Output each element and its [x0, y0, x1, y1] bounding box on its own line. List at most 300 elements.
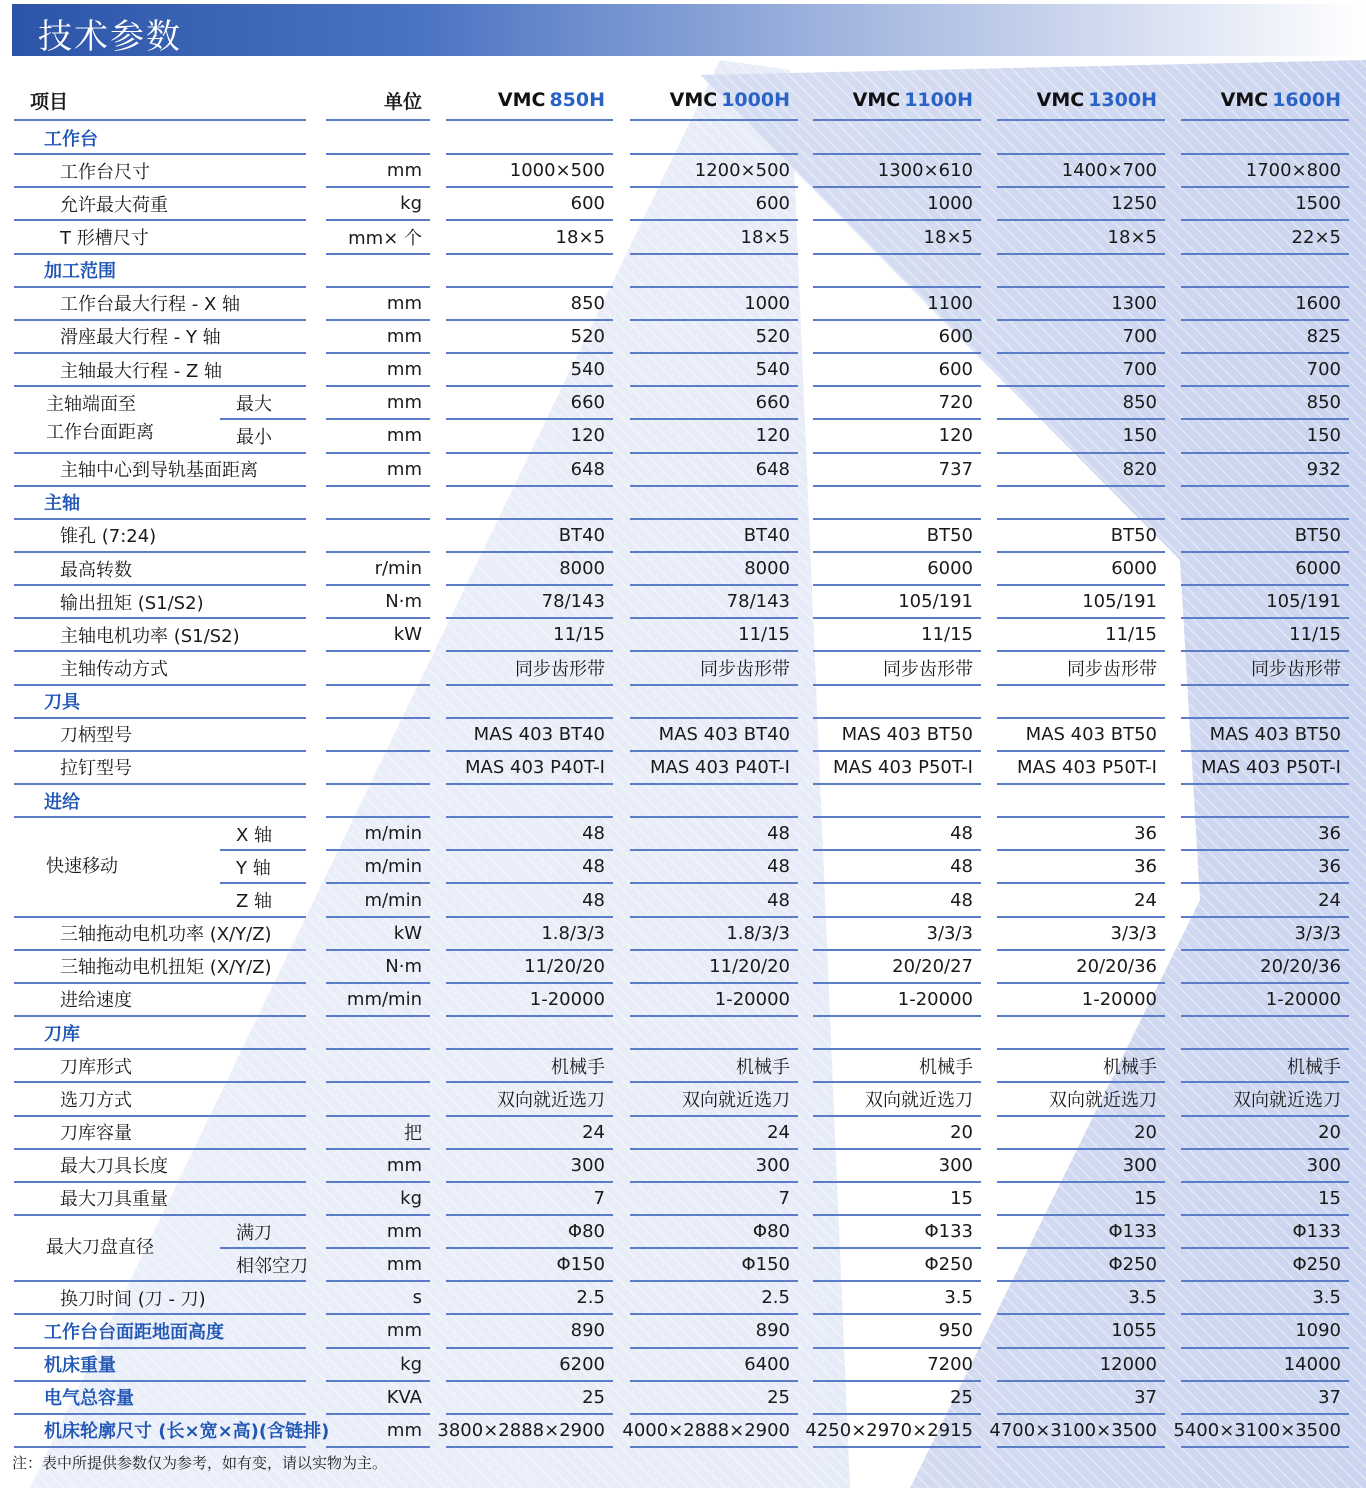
row-value: 7 [593, 1187, 605, 1209]
row-divider [326, 1446, 430, 1448]
table-row [0, 1215, 1366, 1248]
table-row [0, 154, 1366, 187]
row-label: 拉钉型号 [60, 758, 132, 780]
row-unit: r/min [374, 558, 422, 579]
row-unit: mm [386, 1221, 422, 1242]
row-value: 24 [582, 1121, 605, 1143]
row-unit: kg [400, 1187, 422, 1209]
row-label: 换刀时间 (刀 - 刀) [60, 1288, 206, 1310]
row-value: MAS 403 BT40 [658, 723, 790, 745]
row-value: 48 [582, 889, 605, 911]
table-row [0, 453, 1366, 486]
row-value: Φ250 [1108, 1254, 1157, 1276]
table-row [0, 287, 1366, 320]
row-label: 最大刀具长度 [60, 1156, 168, 1178]
row-value: 737 [938, 458, 973, 480]
row-value: 25 [950, 1386, 973, 1408]
row-sub-label: 满刀 [236, 1222, 272, 1244]
row-unit: s [412, 1287, 422, 1309]
row-value: 1-20000 [714, 988, 790, 1010]
row-value: 11/15 [1289, 624, 1341, 646]
row-value: 双向就近选刀 [497, 1089, 605, 1111]
row-value: 1300 [1111, 292, 1157, 314]
table-header [0, 80, 1366, 120]
section-title: 刀具 [44, 692, 80, 714]
row-value: 1055 [1111, 1320, 1157, 1342]
row-sub-label: 最大 [236, 393, 272, 415]
row-value: 15 [950, 1187, 973, 1209]
table-row [0, 220, 1366, 253]
row-value: Φ250 [924, 1254, 973, 1276]
row-value: 6400 [744, 1353, 790, 1375]
column-header-model [630, 80, 798, 120]
row-sub-label: Z 轴 [236, 891, 273, 912]
table-row [0, 187, 1366, 220]
row-value: 4250×2970×2915 [805, 1419, 973, 1441]
row-value: 25 [582, 1386, 605, 1408]
row-label: 输出扭矩 (S1/S2) [60, 592, 204, 614]
table-row [0, 353, 1366, 386]
model-prefix: VMC [1036, 89, 1085, 111]
row-value: 850 [1306, 392, 1341, 414]
row-value: 890 [570, 1320, 605, 1342]
row-label: 机床轮廓尺寸 (长×宽×高)(含链排) [44, 1421, 330, 1443]
row-value: MAS 403 BT50 [1209, 723, 1341, 745]
row-value: 18×5 [740, 226, 790, 248]
table-row [0, 817, 1366, 850]
section-row [0, 685, 1366, 718]
row-value: 36 [1134, 856, 1157, 878]
row-value: 300 [1306, 1154, 1341, 1176]
row-value: 22×5 [1291, 226, 1341, 248]
row-value: 双向就近选刀 [1233, 1089, 1341, 1111]
row-value: 150 [1122, 425, 1157, 447]
row-value: 20/20/36 [1260, 955, 1341, 977]
row-unit [326, 651, 430, 684]
row-unit: kg [400, 193, 422, 215]
row-label: 工作台尺寸 [60, 161, 150, 183]
row-value: 300 [570, 1154, 605, 1176]
table-row [0, 1149, 1366, 1182]
row-value: 机械手 [551, 1056, 605, 1078]
row-value: 48 [950, 889, 973, 911]
row-value: 890 [755, 1320, 790, 1342]
table-row [0, 983, 1366, 1016]
row-unit: mm× 个 [348, 228, 422, 249]
row-value: 520 [570, 325, 605, 347]
row-unit: mm/min [346, 988, 422, 1010]
row-value: 1400×700 [1061, 160, 1157, 182]
row-value: 同步齿形带 [700, 658, 790, 680]
row-value: 150 [1306, 425, 1341, 447]
row-value: 15 [1134, 1187, 1157, 1209]
row-value: 700 [1122, 359, 1157, 381]
row-value: 1-20000 [897, 988, 973, 1010]
row-value: 48 [582, 856, 605, 878]
row-value: 36 [1318, 823, 1341, 845]
row-value: 3/3/3 [1294, 922, 1341, 944]
row-value: 120 [755, 425, 790, 447]
row-unit: mm [386, 1320, 422, 1342]
row-value: 1-20000 [1265, 988, 1341, 1010]
row-value: 48 [582, 823, 605, 845]
row-label: 选刀方式 [60, 1089, 132, 1111]
row-label: 刀柄型号 [60, 725, 132, 747]
row-value: 36 [1318, 856, 1341, 878]
row-value: MAS 403 P40T-I [465, 756, 605, 778]
table-row [0, 651, 1366, 684]
row-value: 8000 [744, 558, 790, 579]
row-value: 48 [950, 856, 973, 878]
row-value: 机械手 [919, 1056, 973, 1078]
table-row [0, 386, 1366, 419]
row-unit: mm [386, 1419, 422, 1441]
column-header-model [997, 80, 1165, 120]
row-value: MAS 403 BT50 [1025, 723, 1157, 745]
group-label: 主轴端面至 工作台面距离 [46, 394, 154, 444]
table-row [0, 320, 1366, 353]
row-value: 机械手 [1103, 1056, 1157, 1078]
row-value: 2.5 [576, 1287, 605, 1309]
column-header-unit: 单位 [383, 90, 422, 113]
row-value: 1700×800 [1245, 160, 1341, 182]
row-value: 11/20/20 [524, 955, 605, 977]
table-row [0, 917, 1366, 950]
row-unit [326, 1049, 430, 1082]
row-unit [326, 718, 430, 751]
row-value: 300 [938, 1154, 973, 1176]
row-value: 机械手 [736, 1056, 790, 1078]
row-value: 双向就近选刀 [682, 1089, 790, 1111]
row-value: 6000 [1111, 558, 1157, 579]
row-value: 24 [767, 1121, 790, 1143]
row-label: T 形槽尺寸 [60, 228, 149, 249]
row-value: BT40 [558, 524, 605, 546]
table-row [0, 1116, 1366, 1149]
table-row [0, 950, 1366, 983]
row-unit [326, 519, 430, 552]
row-sub-label: 相邻空刀 [236, 1255, 308, 1277]
row-value: 1500 [1295, 193, 1341, 215]
section-title: 主轴 [44, 493, 80, 515]
row-value: 18×5 [1107, 226, 1157, 248]
row-value: BT50 [1110, 524, 1157, 546]
row-value: 720 [938, 392, 973, 414]
model-number: 850H [549, 89, 605, 111]
row-unit: kW [393, 922, 422, 944]
row-unit: mm [386, 292, 422, 314]
row-value: 18×5 [923, 226, 973, 248]
table-row [0, 1281, 1366, 1314]
row-unit: 把 [404, 1123, 422, 1145]
row-value: 7 [778, 1187, 790, 1209]
row-unit: mm [386, 458, 422, 480]
row-value: 600 [938, 359, 973, 381]
row-value: 120 [938, 425, 973, 447]
row-label: 最高转数 [60, 559, 132, 581]
section-row [0, 1016, 1366, 1049]
row-unit: mm [386, 392, 422, 414]
model-number: 1600H [1272, 89, 1341, 111]
row-label: 工作台最大行程 - X 轴 [60, 294, 240, 316]
row-value: 648 [755, 458, 790, 480]
table-row [0, 419, 1366, 452]
row-unit: mm [386, 1154, 422, 1176]
row-label: 主轴最大行程 - Z 轴 [60, 360, 222, 382]
row-unit: kg [400, 1353, 422, 1375]
row-value: 820 [1122, 458, 1157, 480]
model-number: 1300H [1088, 89, 1157, 111]
row-label: 进给速度 [60, 990, 132, 1012]
row-value: 1100 [927, 292, 973, 314]
row-divider [1181, 1446, 1349, 1448]
row-value: 300 [755, 1154, 790, 1176]
row-value: BT50 [926, 524, 973, 546]
table-row [0, 751, 1366, 784]
row-unit: kW [393, 624, 422, 646]
section-row [0, 121, 1366, 154]
row-value: 520 [755, 325, 790, 347]
row-value: 105/191 [1082, 591, 1157, 613]
footnote: 注：表中所提供参数仅为参考，如有变，请以实物为主。 [12, 1454, 388, 1472]
section-row [0, 784, 1366, 817]
section-row [0, 486, 1366, 519]
row-value: 48 [767, 823, 790, 845]
row-unit: mm [386, 359, 422, 381]
row-value: Φ133 [924, 1221, 973, 1242]
row-value: 36 [1134, 823, 1157, 845]
row-sub-label: X 轴 [236, 824, 273, 846]
row-unit: mm [386, 325, 422, 347]
row-value: 932 [1306, 458, 1341, 480]
row-value: 1-20000 [1081, 988, 1157, 1010]
row-value: 6000 [927, 558, 973, 579]
section-title: 进给 [44, 791, 80, 813]
row-unit [326, 1082, 430, 1115]
row-sub-label: Y 轴 [236, 857, 271, 879]
row-value: 20/20/27 [892, 955, 973, 977]
row-value: 1300×610 [877, 160, 973, 182]
row-value: 20/20/36 [1076, 955, 1157, 977]
row-value: 700 [1122, 325, 1157, 347]
row-value: 1090 [1295, 1320, 1341, 1342]
row-value: 20 [1134, 1121, 1157, 1143]
row-value: 540 [570, 359, 605, 381]
row-value: 2.5 [761, 1287, 790, 1309]
row-unit: mm [386, 160, 422, 182]
row-value: 850 [1122, 392, 1157, 414]
table-row [0, 585, 1366, 618]
row-value: 1600 [1295, 292, 1341, 314]
row-value: 600 [755, 193, 790, 215]
column-header-model [1181, 80, 1349, 120]
row-divider [997, 1446, 1165, 1448]
row-label: 电气总容量 [44, 1388, 134, 1410]
row-label: 最大刀具重量 [60, 1189, 168, 1211]
row-value: 105/191 [898, 591, 973, 613]
row-value: 双向就近选刀 [865, 1089, 973, 1111]
row-value: 6200 [559, 1353, 605, 1375]
row-value: MAS 403 P40T-I [650, 756, 790, 778]
row-value: 660 [755, 392, 790, 414]
row-value: 机械手 [1287, 1056, 1341, 1078]
group-label: 最大刀盘直径 [46, 1237, 154, 1259]
row-label: 滑座最大行程 - Y 轴 [60, 327, 221, 349]
column-header-model [446, 80, 613, 120]
row-value: 950 [938, 1320, 973, 1342]
row-label: 主轴传动方式 [60, 658, 168, 680]
column-header-model [813, 80, 981, 120]
row-value: Φ133 [1292, 1221, 1341, 1242]
row-value: 6000 [1295, 558, 1341, 579]
table-row [0, 1414, 1366, 1447]
row-value: 1-20000 [529, 988, 605, 1010]
row-sub-label: 最小 [236, 426, 272, 448]
row-value: 1.8/3/3 [726, 922, 790, 944]
row-value: 20 [950, 1121, 973, 1143]
table-row [0, 1248, 1366, 1281]
row-unit: m/min [364, 823, 422, 845]
row-label: 工作台台面距地面高度 [44, 1321, 224, 1343]
row-value: 660 [570, 392, 605, 414]
model-prefix: VMC [1220, 89, 1269, 111]
row-value: BT50 [1294, 524, 1341, 546]
row-value: 同步齿形带 [1251, 658, 1341, 680]
section-title: 工作台 [44, 128, 98, 150]
row-unit: N·m [385, 955, 422, 977]
model-prefix: VMC [852, 89, 901, 111]
row-value: 300 [1122, 1154, 1157, 1176]
row-unit: N·m [385, 591, 422, 613]
row-label: 三轴拖动电机功率 (X/Y/Z) [60, 924, 272, 946]
table-row [0, 883, 1366, 916]
row-value: 120 [570, 425, 605, 447]
row-value: MAS 403 BT50 [841, 723, 973, 745]
row-value: 1000 [744, 292, 790, 314]
row-value: 48 [950, 823, 973, 845]
table-row [0, 1082, 1366, 1115]
row-value: 18×5 [555, 226, 605, 248]
row-label: 刀库形式 [60, 1056, 132, 1078]
row-value: 48 [767, 889, 790, 911]
row-value: 3.5 [944, 1287, 973, 1309]
row-value: MAS 403 P50T-I [833, 756, 973, 778]
row-divider [446, 1446, 613, 1448]
model-prefix: VMC [669, 89, 718, 111]
table-row [0, 1049, 1366, 1082]
row-value: BT40 [743, 524, 790, 546]
page-title: 技术参数 [38, 17, 182, 57]
row-value: Φ250 [1292, 1254, 1341, 1276]
row-value: 37 [1318, 1386, 1341, 1408]
row-value: 1250 [1111, 193, 1157, 215]
row-value: 25 [767, 1386, 790, 1408]
section-title: 刀库 [44, 1023, 80, 1045]
row-value: 同步齿形带 [515, 658, 605, 680]
row-value: 11/15 [921, 624, 973, 646]
row-value: MAS 403 BT40 [473, 723, 605, 745]
row-divider [14, 1446, 306, 1448]
table-row [0, 618, 1366, 651]
row-value: 648 [570, 458, 605, 480]
row-value: 20 [1318, 1121, 1341, 1143]
row-label: 允许最大荷重 [60, 194, 168, 216]
model-prefix: VMC [497, 89, 546, 111]
row-value: 11/15 [738, 624, 790, 646]
row-value: 同步齿形带 [883, 658, 973, 680]
row-value: Φ133 [1108, 1221, 1157, 1242]
row-unit: mm [386, 425, 422, 447]
row-value: 78/143 [541, 591, 605, 613]
row-value: 24 [1134, 889, 1157, 911]
row-value: 1000 [927, 193, 973, 215]
row-value: 3.5 [1128, 1287, 1157, 1309]
row-value: 105/191 [1266, 591, 1341, 613]
row-value: Φ150 [556, 1254, 605, 1276]
row-value: 3.5 [1312, 1287, 1341, 1309]
row-value: 4000×2888×2900 [622, 1419, 790, 1441]
model-number: 1000H [721, 89, 790, 111]
row-value: 11/20/20 [709, 955, 790, 977]
row-value: 48 [767, 856, 790, 878]
row-unit: m/min [364, 856, 422, 878]
row-value: 540 [755, 359, 790, 381]
table-row [0, 552, 1366, 585]
row-value: 12000 [1099, 1353, 1157, 1375]
row-value: 24 [1318, 889, 1341, 911]
group-label: 快速移动 [46, 855, 118, 877]
row-value: 1200×500 [694, 160, 790, 182]
row-value: Φ150 [741, 1254, 790, 1276]
row-value: 3/3/3 [926, 922, 973, 944]
row-unit [326, 751, 430, 784]
table-row [0, 718, 1366, 751]
row-value: 8000 [559, 558, 605, 579]
table-row [0, 1381, 1366, 1414]
row-value: 7200 [927, 1353, 973, 1375]
row-value: 4700×3100×3500 [989, 1419, 1157, 1441]
row-value: 600 [938, 325, 973, 347]
row-value: 11/15 [553, 624, 605, 646]
row-unit: m/min [364, 889, 422, 911]
model-number: 1100H [904, 89, 973, 111]
row-value: 700 [1306, 359, 1341, 381]
section-title: 加工范围 [44, 261, 116, 283]
table-row [0, 519, 1366, 552]
row-label: 主轴中心到导轨基面距离 [60, 460, 258, 482]
row-value: 5400×3100×3500 [1173, 1419, 1341, 1441]
row-value: 同步齿形带 [1067, 658, 1157, 680]
section-row [0, 254, 1366, 287]
row-label: 主轴电机功率 (S1/S2) [60, 625, 240, 647]
row-unit: mm [386, 1254, 422, 1276]
row-label: 锥孔 (7:24) [60, 526, 157, 548]
row-value: 15 [1318, 1187, 1341, 1209]
row-value: Φ80 [567, 1221, 605, 1242]
row-value: 37 [1134, 1386, 1157, 1408]
row-value: 3/3/3 [1110, 922, 1157, 944]
row-value: 3800×2888×2900 [437, 1419, 605, 1441]
row-value: 双向就近选刀 [1049, 1089, 1157, 1111]
row-value: Φ80 [752, 1221, 790, 1242]
row-value: 78/143 [726, 591, 790, 613]
row-unit: KVA [386, 1386, 422, 1408]
table-row [0, 1348, 1366, 1381]
row-label: 机床重量 [44, 1355, 116, 1377]
table-row [0, 850, 1366, 883]
row-value: 1.8/3/3 [541, 922, 605, 944]
row-label: 三轴拖动电机扭矩 (X/Y/Z) [60, 957, 272, 979]
